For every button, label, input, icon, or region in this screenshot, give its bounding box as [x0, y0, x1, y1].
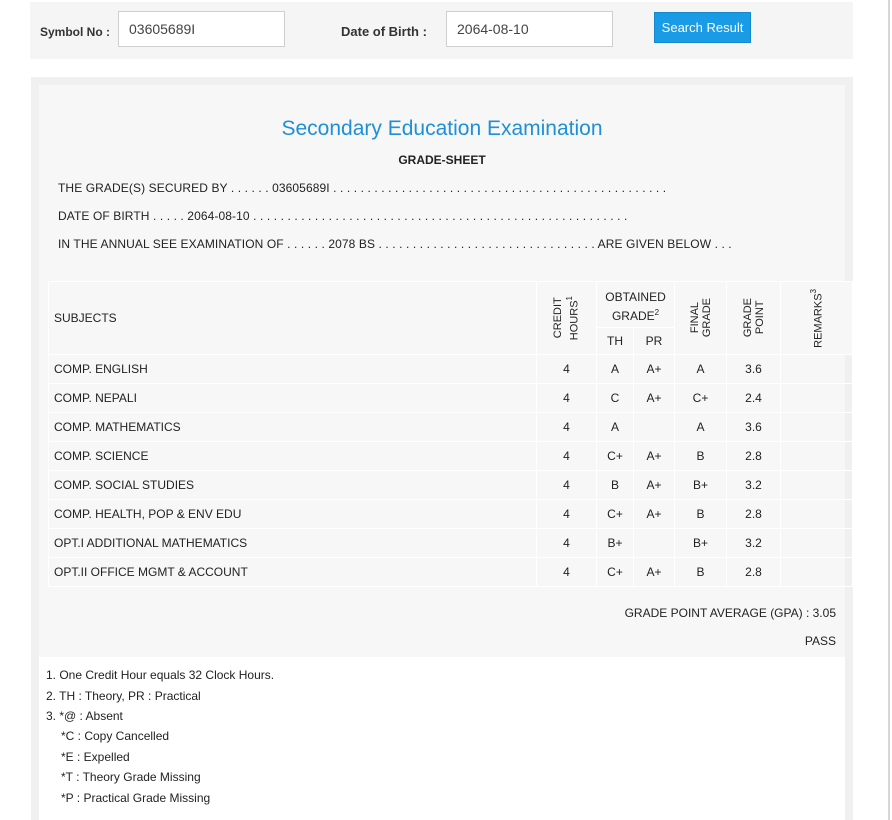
cell-pr: A+: [634, 500, 675, 529]
header-subjects: SUBJECTS: [49, 282, 537, 355]
cell-credit: 4: [537, 471, 597, 500]
cell-final: B: [675, 558, 727, 587]
footnote-theory-missing: *T : Theory Grade Missing: [61, 770, 201, 784]
footnote-credit-hour: 1. One Credit Hour equals 32 Clock Hours.: [46, 668, 275, 682]
header-remarks: REMARKS$^3$: [781, 282, 853, 355]
header-grade-point: GRADE POINT: [727, 282, 781, 355]
cell-remarks: [781, 558, 853, 587]
result-status: PASS: [804, 634, 836, 648]
table-row: [49, 355, 853, 384]
cell-th: B: [597, 471, 634, 500]
table-row: [49, 413, 853, 442]
gpa-text: GRADE POINT AVERAGE (GPA) : 3.05: [624, 606, 836, 620]
cell-subject: COMP. ENGLISH: [49, 355, 537, 384]
cell-remarks: [781, 413, 853, 442]
cell-subject: COMP. MATHEMATICS: [49, 413, 537, 442]
cell-th: C+: [597, 500, 634, 529]
date-of-birth-label: Date of Birth :: [341, 24, 427, 39]
footnote-practical-missing: *P : Practical Grade Missing: [61, 791, 211, 805]
cell-grade-point: 2.8: [727, 558, 781, 587]
cell-subject: COMP. HEALTH, POP & ENV EDU: [49, 500, 537, 529]
header-pr: PR: [634, 328, 675, 355]
cell-grade-point: 3.2: [727, 471, 781, 500]
cell-final: A: [675, 413, 727, 442]
cell-final: B: [675, 442, 727, 471]
cell-remarks: [781, 355, 853, 384]
footnote-copy-cancelled: *C : Copy Cancelled: [61, 729, 170, 743]
cell-th: C+: [597, 442, 634, 471]
cell-remarks: [781, 529, 853, 558]
grade-table: [48, 281, 853, 587]
info-secured-by: THE GRADE(S) SECURED BY . . . . . . 03605689I . . . . . . . . . . . . . . . . . . . . . . . . . . . . . . . . . . . . . . . . . . . . . . . . .: [58, 181, 667, 195]
cell-pr: A+: [634, 442, 675, 471]
cell-final: B+: [675, 529, 727, 558]
table-row: [49, 471, 853, 500]
date-of-birth-input[interactable]: [446, 11, 613, 47]
cell-th: A: [597, 355, 634, 384]
cell-pr: [634, 413, 675, 442]
cell-remarks: [781, 471, 853, 500]
grade-sheet-title: GRADE-SHEET: [398, 153, 486, 167]
footnote-expelled: *E : Expelled: [61, 750, 130, 764]
header-final-grade: FINAL GRADE: [675, 282, 727, 355]
cell-subject: COMP. NEPALI: [49, 384, 537, 413]
page-edge: [888, 0, 890, 820]
cell-grade-point: 2.8: [727, 442, 781, 471]
cell-th: C+: [597, 558, 634, 587]
cell-final: B: [675, 500, 727, 529]
footnotes: [39, 657, 845, 820]
cell-subject: COMP. SOCIAL STUDIES: [49, 471, 537, 500]
symbol-no-label: Symbol No :: [40, 25, 111, 39]
cell-remarks: [781, 500, 853, 529]
cell-th: A: [597, 413, 634, 442]
table-row: [49, 529, 853, 558]
search-result-button[interactable]: Search Result: [654, 12, 751, 43]
cell-subject: OPT.I ADDITIONAL MATHEMATICS: [49, 529, 537, 558]
cell-credit: 4: [537, 500, 597, 529]
cell-credit: 4: [537, 442, 597, 471]
cell-pr: A+: [634, 558, 675, 587]
cell-remarks: [781, 442, 853, 471]
info-examination: IN THE ANNUAL SEE EXAMINATION OF . . . . . . 2078 BS . . . . . . . . . . . . . . . . . . . . . . . . . . . . . . . . ARE GIVEN BELOW . . .: [58, 237, 732, 251]
cell-credit: 4: [537, 558, 597, 587]
cell-th: B+: [597, 529, 634, 558]
cell-th: C: [597, 384, 634, 413]
cell-remarks: [781, 384, 853, 413]
cell-credit: 4: [537, 413, 597, 442]
result-card: [31, 77, 853, 820]
footnote-absent: 3. *@ : Absent: [46, 709, 123, 723]
exam-title: Secondary Education Examination: [281, 117, 603, 140]
cell-grade-point: 3.6: [727, 413, 781, 442]
header-th: TH: [597, 328, 634, 355]
cell-subject: COMP. SCIENCE: [49, 442, 537, 471]
cell-pr: A+: [634, 471, 675, 500]
cell-credit: 4: [537, 529, 597, 558]
table-row: [49, 558, 853, 587]
info-date-of-birth: DATE OF BIRTH . . . . . 2064-08-10 . . . . . . . . . . . . . . . . . . . . . . . . . . . . . . . . . . . . . . . . . . . . . . . . . . . . . . .: [58, 209, 628, 223]
table-row: [49, 442, 853, 471]
grade-sheet: [39, 85, 845, 820]
cell-final: A: [675, 355, 727, 384]
footnote-th-pr: 2. TH : Theory, PR : Practical: [46, 689, 201, 703]
table-row: [49, 384, 853, 413]
cell-final: C+: [675, 384, 727, 413]
cell-grade-point: 2.4: [727, 384, 781, 413]
cell-pr: A+: [634, 355, 675, 384]
cell-grade-point: 2.8: [727, 500, 781, 529]
cell-pr: [634, 529, 675, 558]
symbol-no-input[interactable]: [118, 11, 285, 47]
header-obtained-grade: OBTAINED GRADE$^2$: [597, 282, 675, 328]
cell-final: B+: [675, 471, 727, 500]
search-form: [30, 2, 853, 59]
cell-subject: OPT.II OFFICE MGMT & ACCOUNT: [49, 558, 537, 587]
cell-pr: A+: [634, 384, 675, 413]
cell-credit: 4: [537, 355, 597, 384]
header-credit-hours: CREDIT HOURS$^1$: [537, 282, 597, 355]
table-row: [49, 500, 853, 529]
cell-grade-point: 3.6: [727, 355, 781, 384]
cell-credit: 4: [537, 384, 597, 413]
cell-grade-point: 3.2: [727, 529, 781, 558]
